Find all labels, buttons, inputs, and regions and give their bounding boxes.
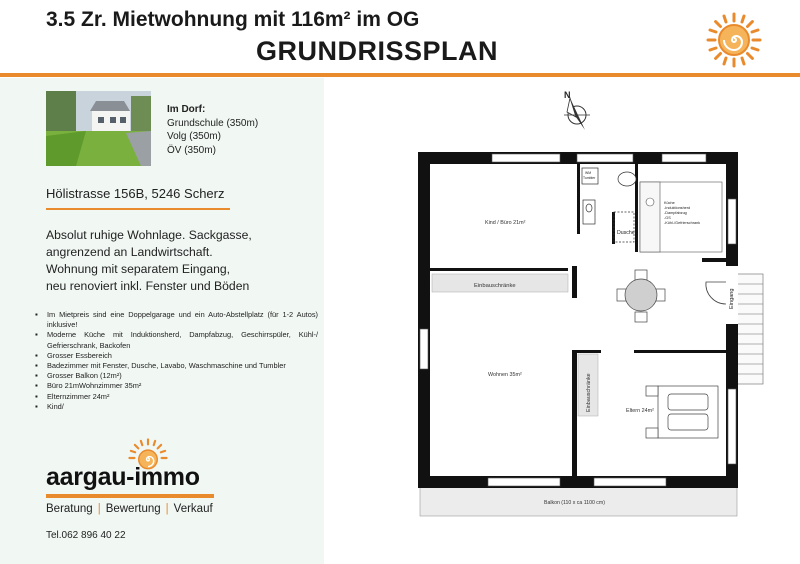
- floor-plan: [400, 84, 800, 524]
- compass-icon: [564, 90, 590, 130]
- village-heading: Im Dorf:: [167, 104, 206, 115]
- service-item: Verkauf: [173, 503, 213, 515]
- kitchen-item: -Kühl-/Gefrierschrank: [664, 221, 701, 225]
- kitchen-label: Küche: [664, 201, 675, 205]
- address: Hölistrasse 156B, 5246 Scherz: [46, 186, 225, 201]
- kitchen-counter: [640, 182, 722, 252]
- shower-label: Dusche: [617, 230, 635, 236]
- phone-number: Tel.062 896 40 22: [46, 530, 126, 541]
- bed: [646, 386, 718, 438]
- wardrobe-label: Einbauschränke: [474, 283, 516, 289]
- village-item: Grundschule (350m): [167, 118, 259, 129]
- village-item: ÖV (350m): [167, 145, 216, 156]
- list-item: ▪ Grosser Essbereich: [34, 351, 318, 361]
- service-item: Beratung: [46, 503, 93, 515]
- header-divider: [0, 73, 800, 77]
- room-label-kind-buero: Kind / Büro 21m²: [485, 220, 526, 226]
- entrance-label: Eingang: [729, 288, 735, 309]
- brand-divider: [46, 494, 214, 498]
- feature-list: [34, 310, 318, 412]
- house-photo: [46, 91, 151, 166]
- list-item: ▪ Badezimmer mit Fenster, Dusche, Lavabo, Waschmaschine und Tumbler: [34, 361, 318, 371]
- dining-table: [617, 270, 665, 322]
- list-item: ▪ Moderne Küche mit Induktionsherd, Dampfabzug, Geschirrspüler, Kühl-/ Gefrierschrank, Backofen: [34, 330, 318, 350]
- kitchen-item: -Induktionsherd: [664, 206, 691, 210]
- brand-services: Beratung | Bewertung | Verkauf: [46, 503, 213, 515]
- description-line: Wohnung mit separatem Eingang,: [46, 262, 231, 276]
- kitchen-item: -GS: [664, 216, 671, 220]
- wardrobe-label: Einbauschränke: [586, 373, 592, 412]
- list-item: ▪ Kind/: [34, 402, 318, 412]
- list-item: ▪ Büro 21mWohnzimmer 35m²: [34, 381, 318, 391]
- balcony-label: Balkon (110 x ca 1100 cm): [544, 500, 605, 506]
- list-item: ▪ Elternzimmer 24m²: [34, 392, 318, 402]
- description-line: angrenzend an Landwirtschaft.: [46, 245, 213, 259]
- sun-logo-icon: [706, 12, 762, 68]
- page-title: 3.5 Zr. Mietwohnung mit 116m² im OG: [46, 8, 420, 31]
- description-line: Absolut ruhige Wohnlage. Sackgasse,: [46, 228, 252, 242]
- page-subtitle: GRUNDRISSPLAN: [256, 36, 499, 66]
- compass-label: N: [564, 90, 571, 100]
- list-item: ▪ Grosser Balkon (12m²): [34, 371, 318, 381]
- description: [46, 227, 316, 295]
- tumbler-label: Tumbler: [583, 176, 596, 180]
- address-divider: [46, 208, 230, 210]
- room-label-eltern: Eltern 24m²: [626, 408, 654, 414]
- brand-name: aargau-immo: [46, 463, 200, 491]
- kitchen-item: -Dampfabzug: [664, 211, 687, 215]
- description-line: neu renoviert inkl. Fenster und Böden: [46, 279, 250, 293]
- stairs: [737, 274, 763, 384]
- entrance-door: [706, 282, 726, 304]
- room-label-wohnen: Wohnen 35m²: [488, 372, 522, 378]
- wm-label: WM: [585, 171, 592, 175]
- list-item: ▪ Im Mietpreis sind eine Doppelgarage und ein Auto-Abstellplatz (für 1-2 Autos) inklusive!: [34, 310, 318, 330]
- service-item: Bewertung: [105, 503, 161, 515]
- village-item: Volg (350m): [167, 131, 221, 142]
